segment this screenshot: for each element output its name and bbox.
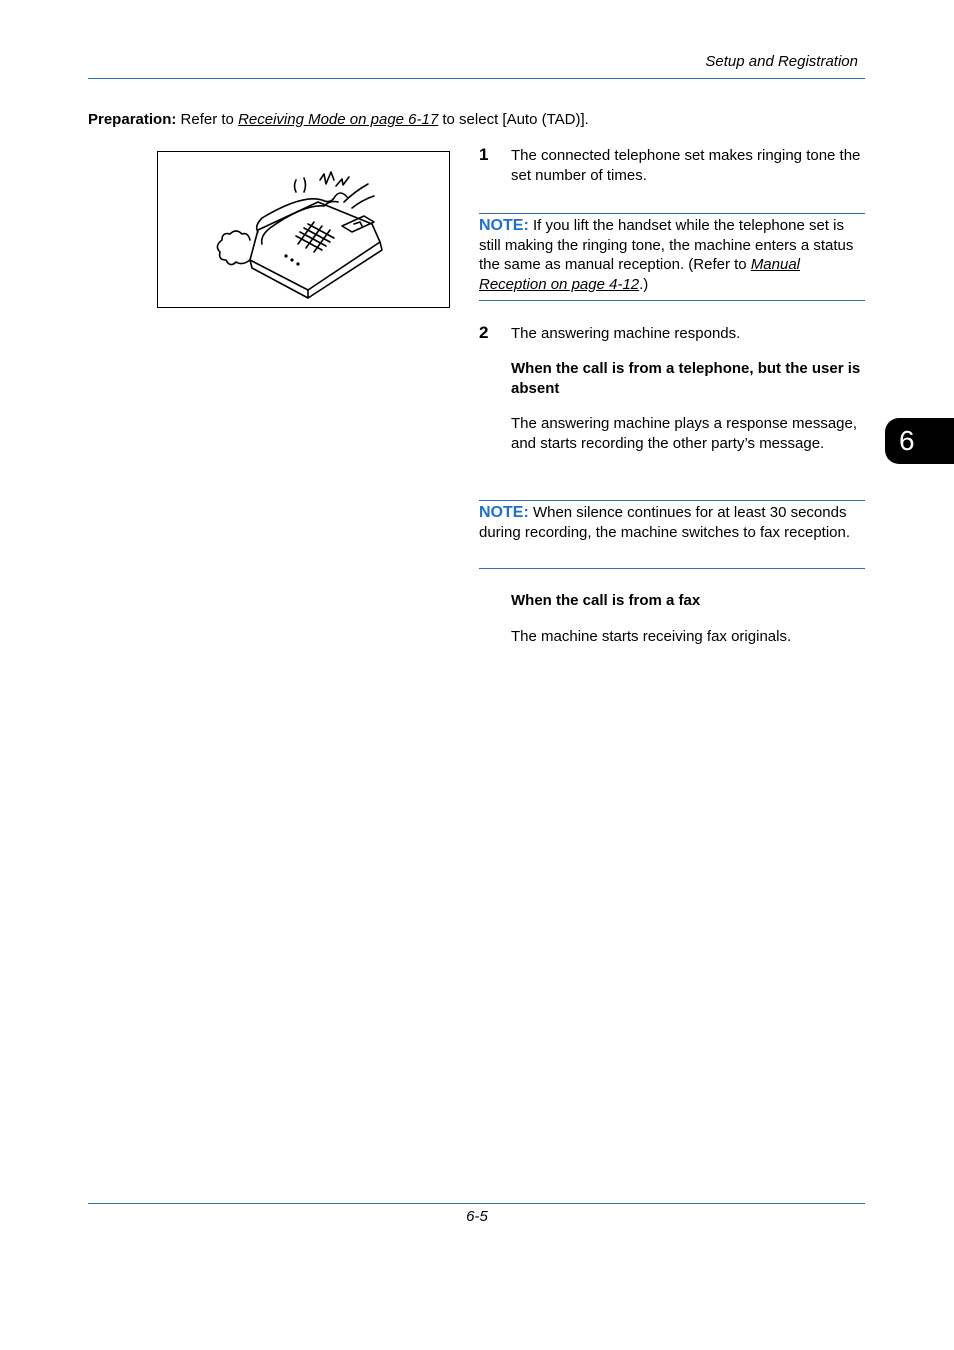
fax-text: The machine starts receiving fax originals. [511,628,792,645]
ringing-telephone-icon [158,152,451,309]
step-2-text: The answering machine responds. [511,325,741,342]
receiving-mode-link[interactable]: Receiving Mode on page 6-17 [238,111,439,128]
footer-rule [88,1203,865,1204]
manual-reception-link[interactable]: Manual Reception on page 4-12 [479,256,801,293]
note-text: If you lift the handset while the telephone set is still making the ringing tone, the machine enters a status the same as manual reception. (Refer to [479,217,854,273]
step-1-number: 1 [479,145,489,164]
note-silence [479,500,865,569]
header-title: Setup and Registration [705,53,858,70]
preparation-text-after: to select [Auto (TAD)]. [438,111,589,128]
note-text-after: .) [639,275,649,293]
preparation-line [88,111,589,128]
note-label: NOTE: [479,504,529,521]
chapter-tab[interactable]: 6 [885,418,954,464]
telephone-illustration [157,151,450,308]
step-2-number: 2 [479,323,489,342]
step-1-text: The connected telephone set makes ringing tone the set number of times. [511,147,861,184]
absent-heading: When the call is from a telephone, but the user is absent [511,360,861,397]
preparation-text: Refer to [176,111,239,128]
note-label: NOTE: [479,217,529,234]
page-number: 6-5 [466,1208,488,1225]
note-manual-reception [479,213,865,301]
preparation-label: Preparation: [88,111,177,128]
header-rule [88,78,865,79]
note-text: When silence continues for at least 30 seconds during recording, the machine switches to fax reception. [479,504,851,541]
fax-heading: When the call is from a fax [511,592,701,609]
absent-text: The answering machine plays a response message, and starts recording the other party’s message. [511,415,858,452]
